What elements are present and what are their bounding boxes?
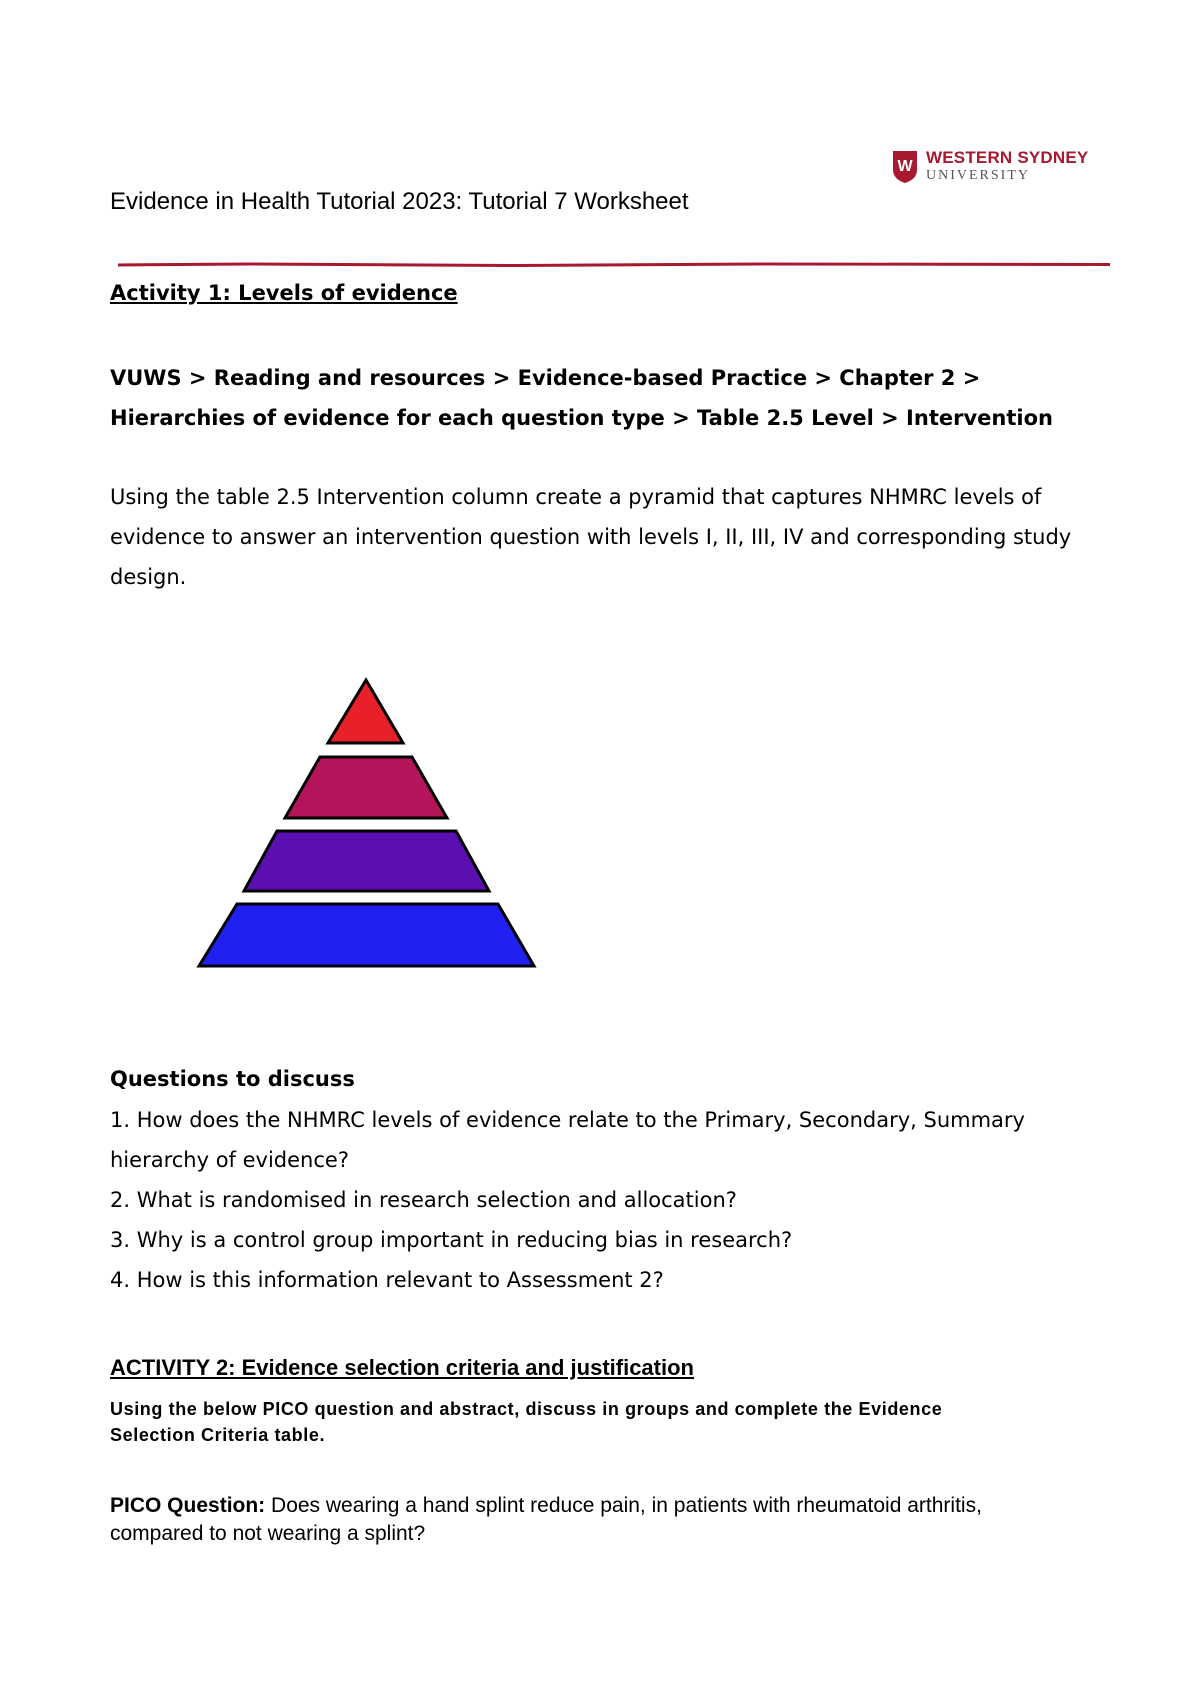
question-item: 2. What is randomised in research selection and allocation? <box>110 1188 737 1212</box>
pico-question <box>110 1492 1010 1548</box>
question-item: 4. How is this information relevant to Assessment 2? <box>110 1268 664 1292</box>
shield-logo-icon <box>892 150 918 184</box>
pico-label: PICO Question: <box>110 1494 266 1517</box>
logo-line-2: UNIVERSITY <box>926 168 1030 183</box>
questions-heading: Questions to discuss <box>110 1067 355 1091</box>
questions-list <box>110 1100 1110 1300</box>
pico-text: Does wearing a hand splint reduce pain, in patients with rheumatoid arthritis, compared to not wearing a splint? <box>110 1494 982 1545</box>
activity-2-instructions: Using the below PICO question and abstract, discuss in groups and complete the Evidence Selection Criteria table. <box>110 1399 943 1445</box>
pyramid-tier-4 <box>199 904 534 966</box>
university-logo <box>892 148 1102 186</box>
question-item: 3. Why is a control group important in reducing bias in research? <box>110 1228 793 1252</box>
title-divider <box>118 262 1110 267</box>
pyramid-tier-2 <box>285 757 447 818</box>
activity-1-instructions: Using the table 2.5 Intervention column create a pyramid that captures NHMRC levels of evidence to answer an intervention question with levels I, II, III, IV and corresponding study design. <box>110 485 1072 589</box>
activity-2-heading: ACTIVITY 2: Evidence selection criteria and justification <box>110 1355 694 1380</box>
evidence-pyramid <box>110 636 622 1018</box>
logo-line-1: WESTERN SYDNEY <box>926 148 1089 167</box>
question-item: 1. How does the NHMRC levels of evidence relate to the Primary, Secondary, Summary hierarchy of evidence? <box>110 1108 1025 1172</box>
page-title: Evidence in Health Tutorial 2023: Tutorial 7 Worksheet <box>110 188 689 215</box>
svg-text:W: W <box>897 158 913 175</box>
activity-1-heading: Activity 1: Levels of evidence <box>110 281 458 305</box>
resource-path: VUWS > Reading and resources > Evidence-based Practice > Chapter 2 > Hierarchies of evidence for each question type > Table 2.5 Level > Intervention <box>110 366 1053 430</box>
pyramid-tier-1 <box>328 680 403 743</box>
pyramid-tier-3 <box>244 831 489 891</box>
